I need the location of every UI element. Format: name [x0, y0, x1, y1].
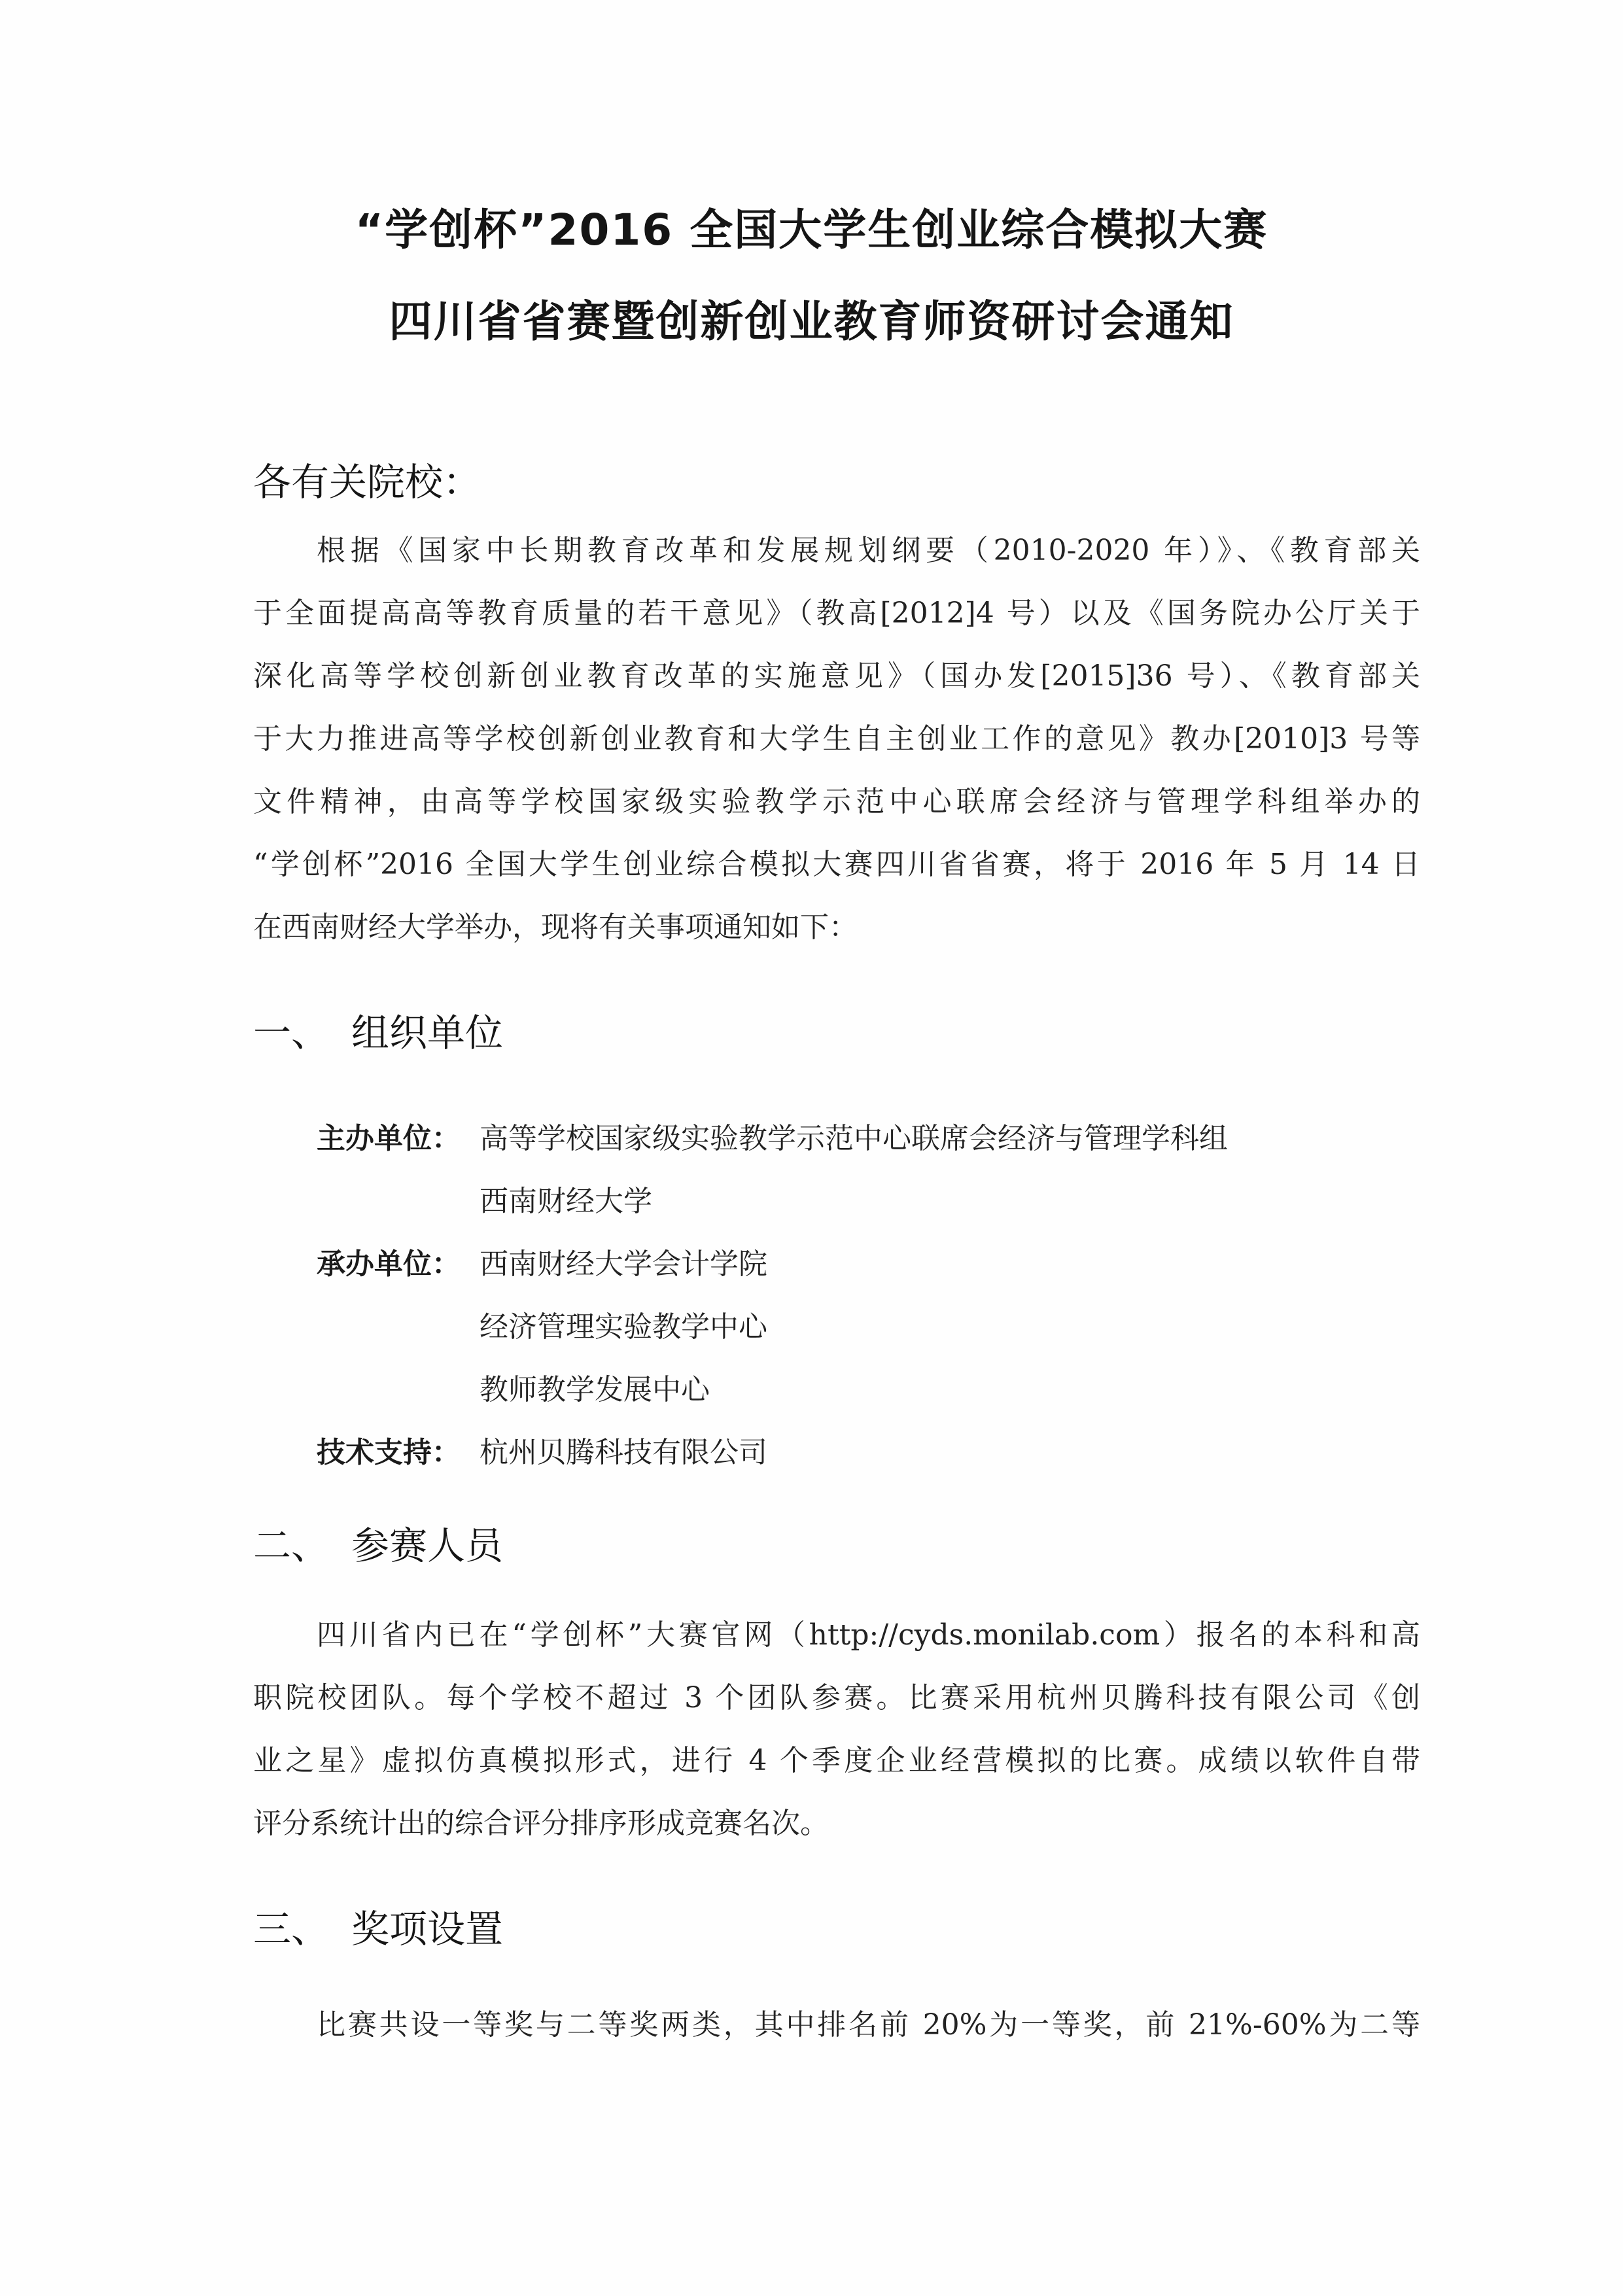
- organizer-value-2: 经济管理实验教学中心: [480, 1310, 767, 1344]
- participants-line-2: 职院校团队。每个学校不超过 3 个团队参赛。比赛采用杭州贝腾科技有限公司《创: [253, 1681, 1420, 1714]
- intro-line-6: “学创杯”2016 全国大学生创业综合模拟大赛四川省省赛，将于 2016 年 5 月 14 日: [253, 848, 1420, 881]
- intro-line-5: 文件精神，由高等学校国家级实验教学示范中心联席会经济与管理学科组举办的: [253, 785, 1420, 818]
- salutation: 各有关院校：: [253, 460, 481, 504]
- host-value-1: 高等学校国家级实验教学示范中心联席会经济与管理学科组: [480, 1122, 1228, 1155]
- intro-line-3: 深化高等学校创新创业教育改革的实施意见》（国办发[2015]36 号）、《教育部关: [253, 659, 1420, 693]
- intro-line-4: 于大力推进高等学校创新创业教育和大学生自主创业工作的意见》教办[2010]3 号等: [253, 722, 1420, 756]
- section-heading-organizers: [253, 1002, 503, 1057]
- intro-line-2: 于全面提高高等教育质量的若干意见》（教高[2012]4 号）以及《国务院办公厅关于: [253, 597, 1420, 630]
- organizer-label: 承办单位：: [317, 1247, 461, 1281]
- intro-line-7: 在西南财经大学举办，现将有关事项通知如下：: [253, 911, 858, 944]
- section-number: 三、: [253, 1907, 330, 1951]
- section-title: 组织单位: [351, 1011, 504, 1055]
- section-heading-awards: [253, 1898, 503, 1953]
- support-value-1: 杭州贝腾科技有限公司: [480, 1436, 767, 1469]
- section-title: 奖项设置: [351, 1907, 504, 1951]
- document-title-line-2: 四川省省赛暨创新创业教育师资研讨会通知: [389, 296, 1234, 347]
- participants-line-3: 业之星》虚拟仿真模拟形式，进行 4 个季度企业经营模拟的比赛。成绩以软件自带: [253, 1744, 1420, 1777]
- organizer-value-1: 西南财经大学会计学院: [480, 1247, 767, 1281]
- organizer-value-3: 教师教学发展中心: [480, 1373, 710, 1406]
- host-label: 主办单位：: [317, 1122, 461, 1155]
- participants-line-1: 四川省内已在“学创杯”大赛官网（http://cyds.monilab.com）报名的本科和高: [317, 1618, 1420, 1652]
- section-number: 一、: [253, 1011, 330, 1055]
- awards-line-1: 比赛共设一等奖与二等奖两类，其中排名前 20%为一等奖，前 21%-60%为二等: [317, 2008, 1420, 2042]
- support-label: 技术支持：: [317, 1436, 461, 1469]
- section-title: 参赛人员: [351, 1523, 504, 1568]
- intro-line-1: 根据《国家中长期教育改革和发展规划纲要（2010-2020 年）》、《教育部关: [317, 534, 1420, 567]
- section-heading-participants: [253, 1515, 503, 1570]
- section-number: 二、: [253, 1523, 330, 1568]
- host-value-2: 西南财经大学: [480, 1185, 652, 1218]
- document-title-line-1: “学创杯”2016 全国大学生创业综合模拟大赛: [355, 205, 1268, 255]
- participants-line-4: 评分系统计出的综合评分排序形成竞赛名次。: [253, 1807, 829, 1840]
